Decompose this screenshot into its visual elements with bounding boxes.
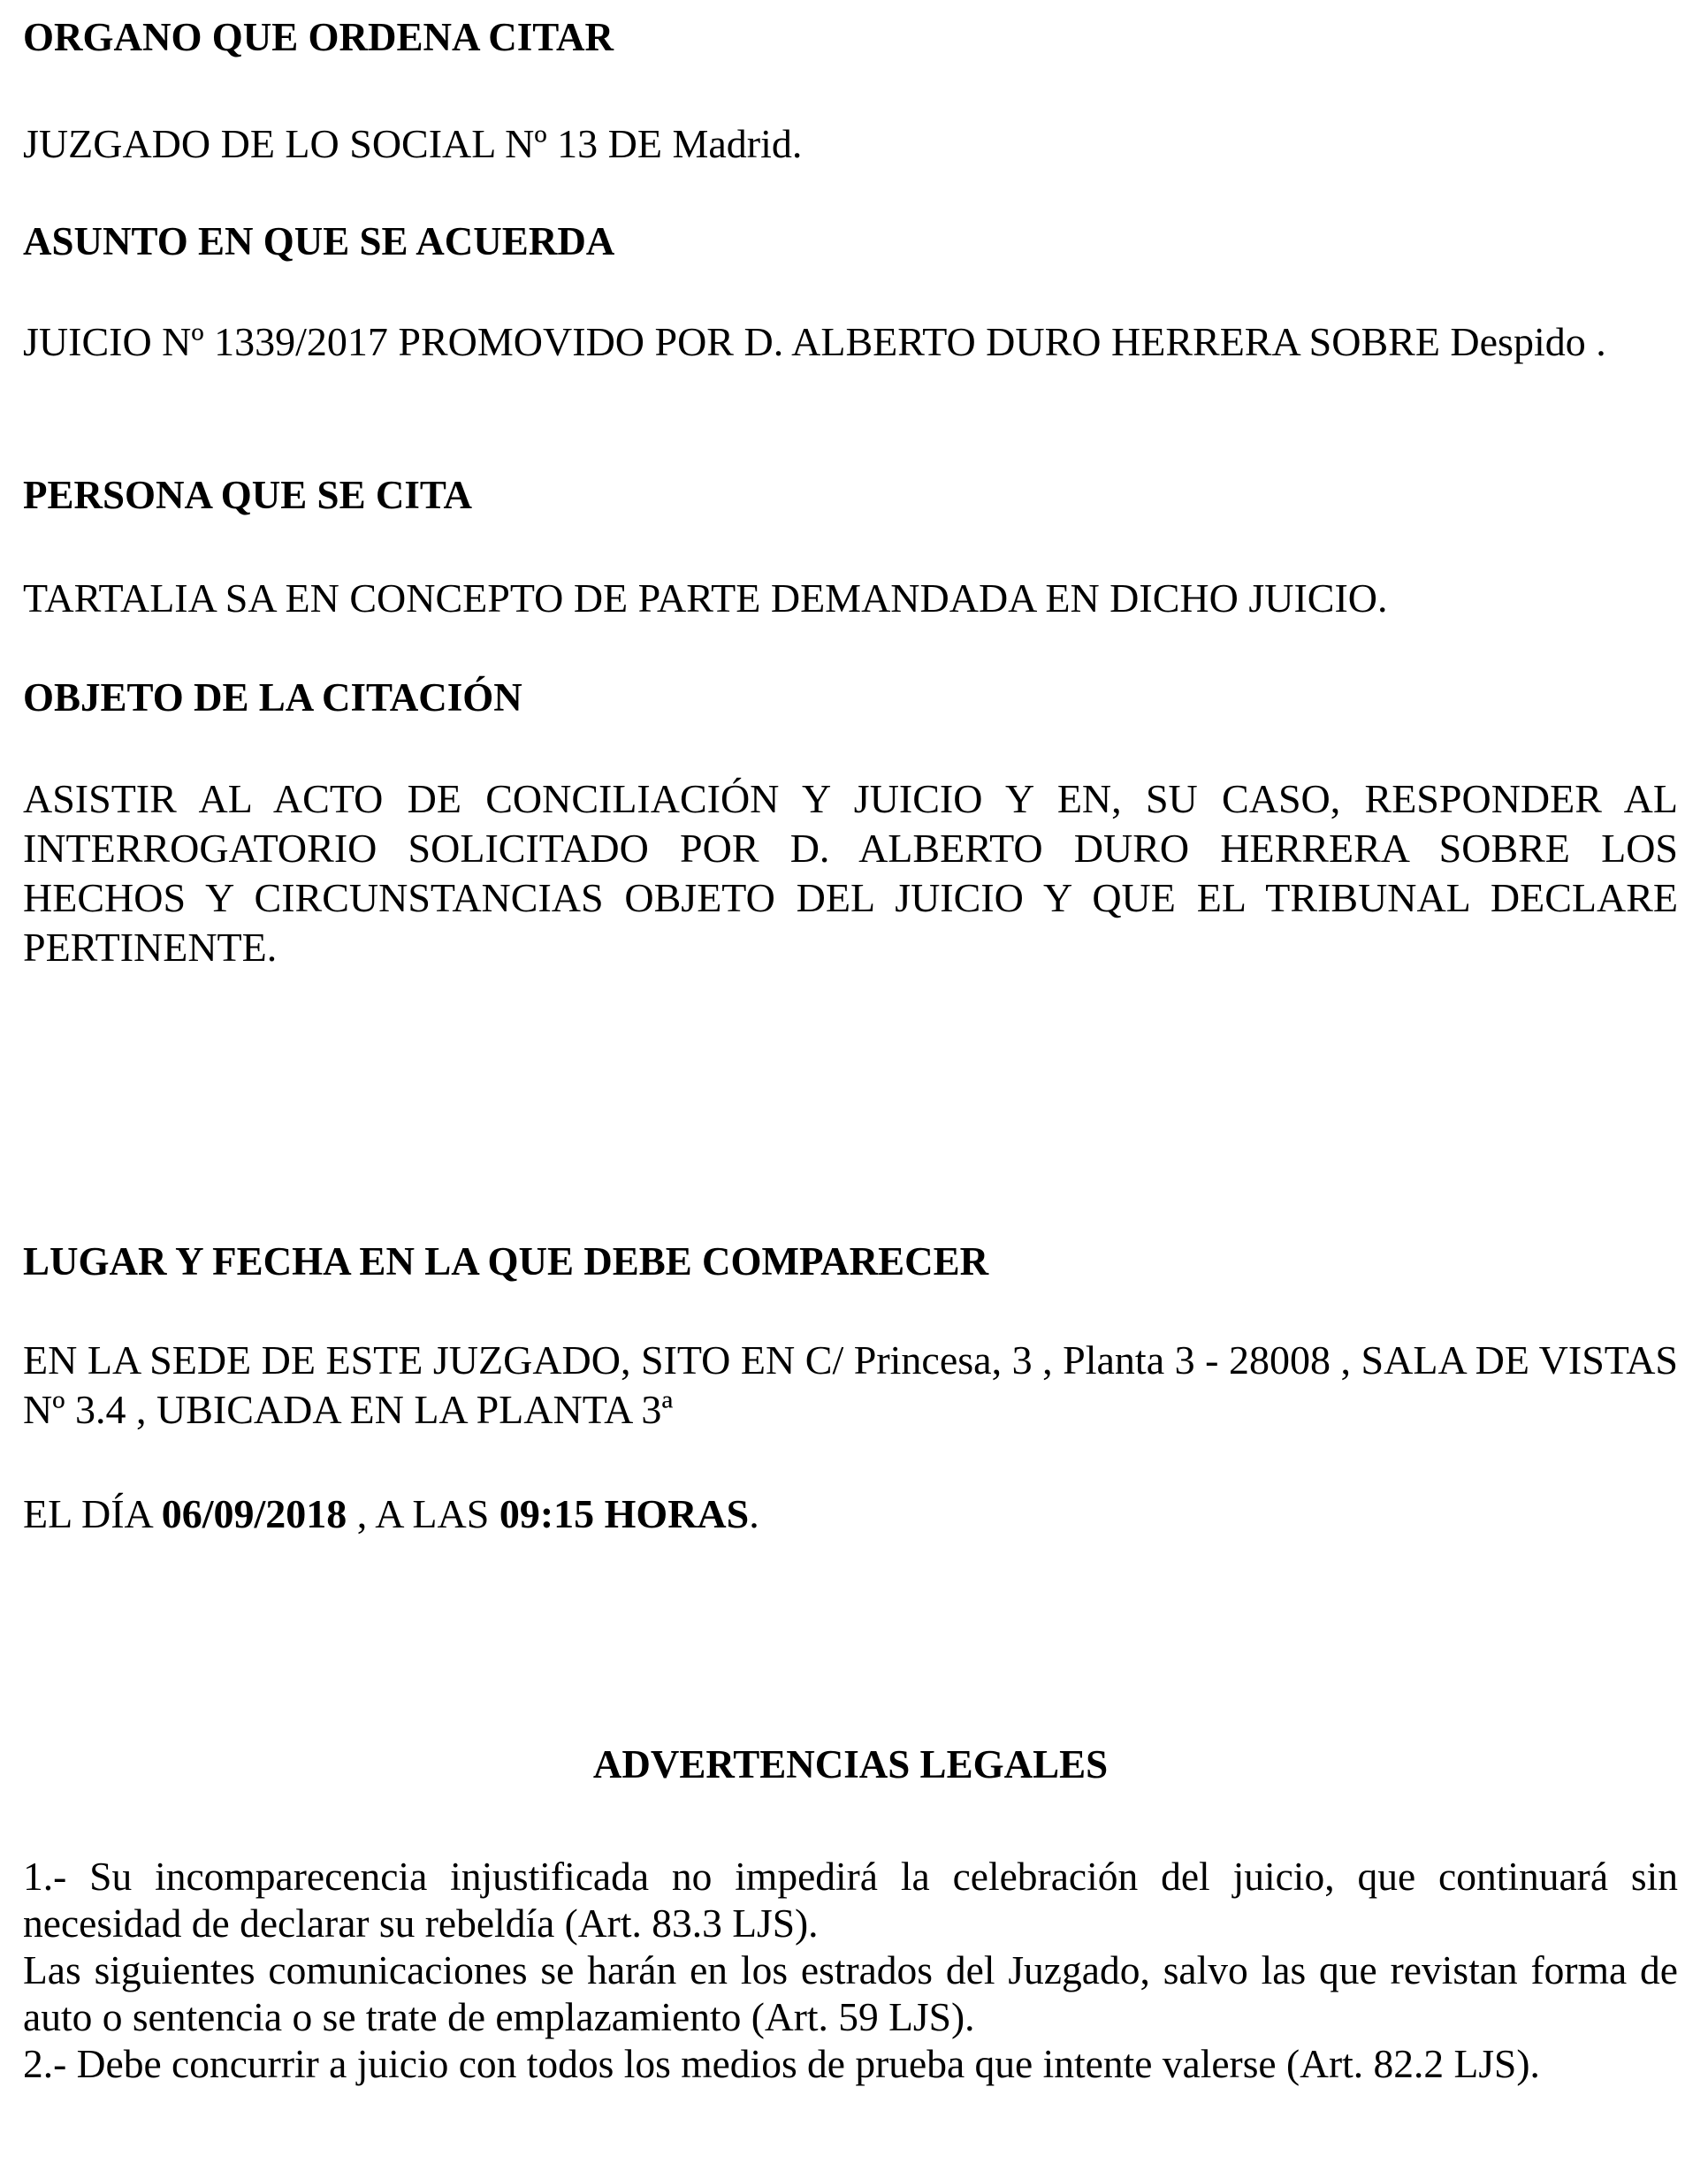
organo-heading: ORGANO QUE ORDENA CITAR <box>23 15 614 59</box>
lugar-text: EN LA SEDE DE ESTE JUZGADO, SITO EN C/ Princesa, 3 , Planta 3 - 28008 , SALA DE VISTAS Nº 3.4 , UBICADA EN LA PLANTA 3ª <box>23 1337 1678 1432</box>
time-prefix: , A LAS <box>347 1491 499 1536</box>
date-line <box>23 1489 1678 1539</box>
persona-text: TARTALIA SA EN CONCEPTO DE PARTE DEMANDADA EN DICHO JUICIO. <box>23 575 1388 621</box>
asunto-text: JUICIO Nº 1339/2017 PROMOVIDO POR D. ALBERTO DURO HERRERA SOBRE Despido . <box>23 319 1606 364</box>
advertencia-paragraph: 2.- Debe concurrir a juicio con todos los medios de prueba que intente valerse (Art. 82.2 LJS). <box>23 2041 1540 2086</box>
date-suffix: . <box>749 1491 759 1536</box>
persona-heading: PERSONA QUE SE CITA <box>23 473 473 517</box>
appearance-date: 06/09/2018 <box>161 1491 347 1536</box>
advertencias-body <box>23 1853 1678 2087</box>
lugar-heading: LUGAR Y FECHA EN LA QUE DEBE COMPARECER <box>23 1239 989 1284</box>
objeto-text: ASISTIR AL ACTO DE CONCILIACIÓN Y JUICIO Y EN, SU CASO, RESPONDER AL INTERROGATORIO SOLICITADO POR D. ALBERTO DURO HERRERA SOBRE LOS HECHOS Y CIRCUNSTANCIAS OBJETO DEL JUICIO Y QUE EL TRIBUNAL DECLARE PERTINENTE. <box>23 776 1678 970</box>
appearance-time: 09:15 HORAS <box>499 1491 750 1536</box>
advertencia-paragraph: Las siguientes comunicaciones se harán en los estrados del Juzgado, salvo las que revistan forma de auto o sentencia o se trate de emplazamiento (Art. 59 LJS). <box>23 1947 1678 2039</box>
organo-text: JUZGADO DE LO SOCIAL Nº 13 DE Madrid. <box>23 121 803 166</box>
advertencia-paragraph: 1.- Su incomparecencia injustificada no impedirá la celebración del juicio, que continuará sin necesidad de declarar su rebeldía (Art. 83.3 LJS). <box>23 1854 1678 1946</box>
asunto-heading: ASUNTO EN QUE SE ACUERDA <box>23 219 615 263</box>
advertencias-heading: ADVERTENCIAS LEGALES <box>592 1742 1109 1786</box>
citation-document <box>23 0 1678 2171</box>
date-prefix: EL DÍA <box>23 1491 162 1536</box>
objeto-heading: OBJETO DE LA CITACIÓN <box>23 675 522 720</box>
